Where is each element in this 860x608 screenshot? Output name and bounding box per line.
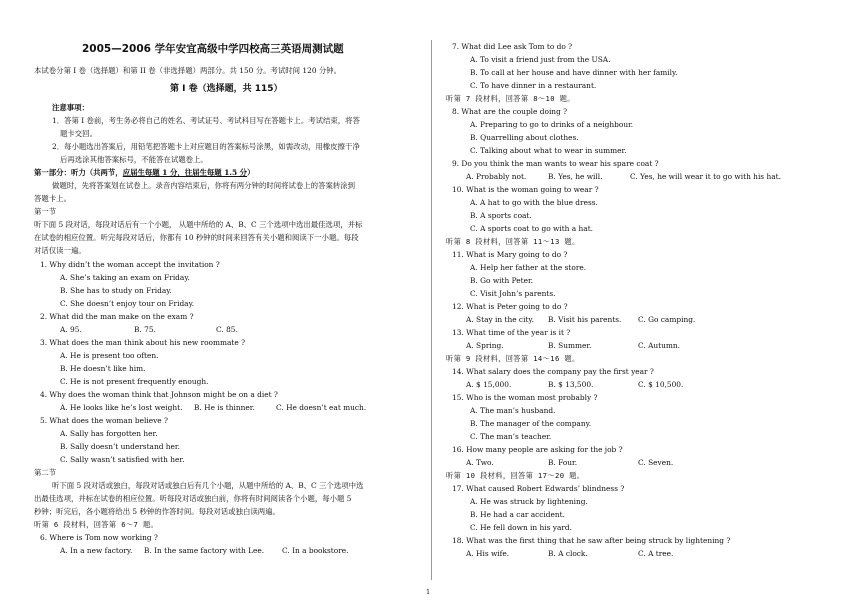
listening-instr-a: 做题时，先将答案划在试卷上。录音内容结束后，你将有两分钟的时间将试卷上的答案转涂到 xyxy=(52,181,356,190)
question-1-c: C. She doesn’t enjoy tour on Friday. xyxy=(60,299,195,308)
listening-heading-score: 应届生每题 1 分，往届生每题 1.5 分 xyxy=(122,168,248,177)
question-10-c: C. A sports coat to go with a hat. xyxy=(470,224,594,233)
question-12-b: B. Visit his parents. xyxy=(548,315,622,324)
question-8: 8. What are the couple doing ? xyxy=(452,107,568,116)
question-2-c: C. 85. xyxy=(216,325,238,334)
question-7: 7. What did Lee ask Tom to do ? xyxy=(452,42,573,51)
notice-2a: 2．每小题选出答案后，用铅笔把答题卡上对应题目的答案标号涂黑，如需改动，用橡皮擦干净 xyxy=(52,142,360,151)
question-11-a: A. Help her father at the store. xyxy=(470,263,587,272)
section1-instr-b: 在试卷的相应位置。听完每段对话后，你都有 10 秒钟的时间来回答有关小题和阅读下一小题。每段 xyxy=(34,233,359,242)
question-16-a: A. Two. xyxy=(466,458,494,467)
question-5-a: A. Sally has forgotten her. xyxy=(60,429,158,438)
question-8-c: C. Talking about what to wear in summer. xyxy=(470,146,627,155)
question-8-a: A. Preparing to go to drinks of a neighbour. xyxy=(470,120,634,129)
question-2-a: A. 95. xyxy=(60,325,82,334)
question-17: 17. What caused Robert Edwards’ blindness ? xyxy=(452,484,625,493)
section2-heading: 第二节 xyxy=(34,468,57,477)
notice-1a: 1．答第 I 卷前，考生务必将自己的姓名、考试证号、考试科目写在答题卡上。考试结束，将答 xyxy=(52,116,360,125)
page-number: 1 xyxy=(426,588,431,596)
question-15-c: C. The man’s teacher. xyxy=(470,432,552,441)
question-1-a: A. She’s taking an exam on Friday. xyxy=(60,273,190,282)
question-3-c: C. He is not present frequently enough. xyxy=(60,377,209,386)
question-10-b: B. A sports coat. xyxy=(470,211,532,220)
question-18-b: B. A clock. xyxy=(548,549,588,558)
question-16-b: B. Four. xyxy=(548,458,578,467)
subtitle: 本试卷分第 I 卷（选择题）和第 II 卷（非选择题）两部分。共 150 分。考试时间 120 分钟。 xyxy=(34,66,342,75)
question-2: 2. What did the man make on the exam ? xyxy=(40,312,194,321)
question-5: 5. What does the woman believe ? xyxy=(40,416,168,425)
question-1: 1. Why didn’t the woman accept the invitation ? xyxy=(40,260,220,269)
question-12-c: C. Go camping. xyxy=(638,315,696,324)
question-2-b: B. 75. xyxy=(134,325,156,334)
section2-instr-b: 出最佳选项，并标在试卷的相应位置。听每段对话或独白前，你将有时间阅读各个小题，每小题 5 xyxy=(34,494,352,503)
question-14-c: C. $ 10,500. xyxy=(638,380,684,389)
question-4: 4. Why does the woman think that Johnson might be on a diet ? xyxy=(40,390,278,399)
question-13-c: C. Autumn. xyxy=(638,341,681,350)
question-5-c: C. Sally wasn’t satisfied with her. xyxy=(60,455,185,464)
notice-1b: 题卡交回。 xyxy=(60,129,97,138)
question-4-c: C. He doesn’t eat much. xyxy=(276,403,367,412)
question-15: 15. Who is the woman most probably ? xyxy=(452,393,598,402)
listening-instr-b: 答题卡上。 xyxy=(34,194,71,203)
question-17-c: C. He fell down in his yard. xyxy=(470,523,572,532)
listening-heading xyxy=(34,168,254,178)
hint-segment-9: 听第 9 段材料，回答第 14～16 题。 xyxy=(446,354,580,363)
question-7-c: C. To have dinner in a restaurant. xyxy=(470,81,597,90)
question-7-b: B. To call at her house and have dinner with her family. xyxy=(470,68,678,77)
notice-2b: 后再选涂其他答案标号，不能答在试题卷上。 xyxy=(60,155,208,164)
question-9: 9. Do you think the man wants to wear his spare coat ? xyxy=(452,159,659,168)
hint-segment-10: 听第 10 段材料，回答第 17～20 题。 xyxy=(446,471,585,480)
question-13: 13. What time of the year is it ? xyxy=(452,328,571,337)
question-12: 12. What is Peter going to do ? xyxy=(452,302,568,311)
hint-segment-7: 听第 7 段材料，回答第 8～10 题。 xyxy=(446,94,575,103)
question-16: 16. How many people are asking for the job ? xyxy=(452,445,623,454)
question-6-b: B. In the same factory with Lee. xyxy=(144,546,265,555)
question-11-c: C. Visit John’s parents. xyxy=(470,289,556,298)
question-9-b: B. Yes, he will. xyxy=(548,172,603,181)
question-17-a: A. He was struck by lightening. xyxy=(470,497,588,506)
question-6-a: A. In a new factory. xyxy=(60,546,133,555)
question-9-c: C. Yes, he will wear it to go with his hat. xyxy=(630,172,781,181)
question-15-a: A. The man’s husband. xyxy=(470,406,556,415)
section2-instr-a: 听下面 5 段对话或独白，每段对话或独白后有几个小题，从题中所给的 A、B、C 三个选项中选 xyxy=(52,481,364,490)
question-8-b: B. Quarrelling about clothes. xyxy=(470,133,579,142)
question-17-b: B. He had a car accident. xyxy=(470,510,565,519)
question-14: 14. What salary does the company pay the first year ? xyxy=(452,367,654,376)
hint-segment-8: 听第 8 段材料，回答第 11～13 题。 xyxy=(446,237,580,246)
question-9-a: A. Probably not. xyxy=(466,172,527,181)
hint-segment-6: 听第 6 段材料，回答第 6～7 题。 xyxy=(34,520,159,529)
page-title: 2005—2006 学年安宜高级中学四校高三英语周测试题 xyxy=(82,43,344,55)
question-16-c: C. Seven. xyxy=(638,458,674,467)
listening-heading-a: 第一部分：听力（共两节， xyxy=(34,168,123,177)
question-14-a: A. $ 15,000. xyxy=(466,380,512,389)
question-18-c: C. A tree. xyxy=(638,549,674,558)
question-3-b: B. He doesn’t like him. xyxy=(60,364,146,373)
question-15-b: B. The manager of the company. xyxy=(470,419,592,428)
question-11-b: B. Go with Peter. xyxy=(470,276,534,285)
question-6: 6. Where is Tom now working ? xyxy=(40,533,158,542)
question-3: 3. What does the man think about his new roommate ? xyxy=(40,338,246,347)
question-10-a: A. A hat to go with the blue dress. xyxy=(470,198,598,207)
listening-heading-c: ） xyxy=(247,168,255,177)
question-12-a: A. Stay in the city. xyxy=(466,315,534,324)
question-6-c: C. In a bookstore. xyxy=(282,546,349,555)
notice-heading: 注意事项： xyxy=(52,103,89,112)
question-11: 11. What is Mary going to do ? xyxy=(452,250,568,259)
question-7-a: A. To visit a friend just from the USA. xyxy=(470,55,611,64)
section2-instr-c: 秒钟；听完后，各小题将给出 5 秒钟的作答时间。每段对话或独白读两遍。 xyxy=(34,507,280,516)
question-13-b: B. Summer. xyxy=(548,341,592,350)
section1-instr-a: 听下面 5 段对话，每段对话后有一个小题， 从题中所给的 A、B、C 三个选项中选出最佳选项，并标 xyxy=(34,220,363,229)
question-10: 10. What is the woman going to wear ? xyxy=(452,185,599,194)
question-1-b: B. She has to study on Friday. xyxy=(60,286,172,295)
column-divider xyxy=(431,40,432,580)
question-13-a: A. Spring. xyxy=(466,341,504,350)
section1-instr-c: 对话仅读一遍。 xyxy=(34,246,86,255)
question-5-b: B. Sally doesn’t understand her. xyxy=(60,442,180,451)
question-14-b: B. $ 13,500. xyxy=(548,380,594,389)
question-4-b: B. He is thinner. xyxy=(194,403,255,412)
question-4-a: A. He looks like he’s lost weight. xyxy=(60,403,183,412)
question-18-a: A. His wife. xyxy=(466,549,510,558)
question-18: 18. What was the first thing that he saw after being struck by lightening ? xyxy=(452,536,731,545)
part1-heading: 第 I 卷（选择题，共 115） xyxy=(170,84,283,94)
section1-heading: 第一节 xyxy=(34,207,57,216)
question-3-a: A. He is present too often. xyxy=(60,351,159,360)
